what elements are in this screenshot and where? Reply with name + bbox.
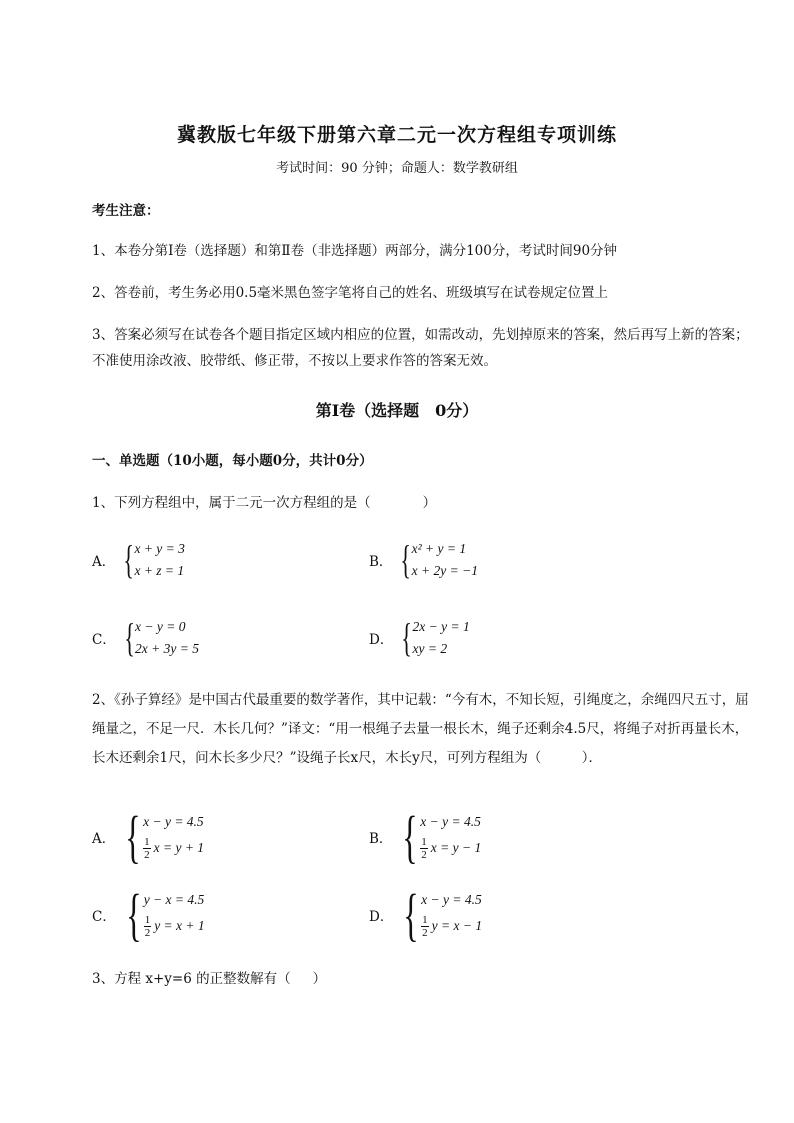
section-title: 第Ⅰ卷（选择题 0分） — [315, 401, 479, 420]
fraction: $\frac{1}{2}$ — [144, 835, 150, 861]
brace-icon: { — [401, 615, 413, 660]
q2-option-a-system — [119, 804, 205, 869]
q1-option-d-letter: D． — [369, 632, 394, 648]
brace-icon: { — [125, 804, 141, 869]
q2-a-eq1: x − y = 4.5 — [143, 814, 204, 829]
q1-b-eq2: x + 2y = −1 — [411, 563, 478, 578]
exam-title: 冀教版七年级下册第六章二元一次方程组专项训练 — [176, 124, 617, 146]
q1-c-eq1: x − y = 0 — [135, 619, 186, 634]
q2-a-eq2: x = y + 1 — [153, 840, 205, 855]
q1-d-eq2: xy = 2 — [412, 641, 448, 656]
q1-c-eq2: 2x + 3y = 5 — [135, 641, 200, 656]
brace-icon: { — [402, 804, 419, 869]
q1-a-eq2: x + z = 1 — [134, 563, 185, 578]
notice-item-2: 2、答卷前，考生务必用0.5毫米黑色签字笔将自己的姓名、班级填写在试卷规定位置上 — [92, 285, 609, 301]
q1-option-a-system — [119, 538, 185, 582]
q1-option-d-system — [397, 616, 469, 660]
q2-option-b[interactable] — [369, 804, 482, 869]
q2-option-b-letter: B． — [369, 831, 393, 847]
question-3-stem-text: 3、方程 x+y=6 的正整数解有（ — [92, 971, 291, 987]
q1-option-c[interactable] — [92, 616, 199, 660]
notice-heading: 考生注意： — [92, 203, 160, 219]
q2-option-c[interactable] — [92, 882, 205, 947]
fraction: $\frac{1}{2}$ — [144, 913, 151, 939]
brace-icon: { — [126, 882, 142, 947]
q1-option-b-letter: B． — [369, 554, 393, 570]
q2-d-eq2: y = x − 1 — [431, 918, 483, 933]
fraction: $\frac{1}{2}$ — [421, 835, 427, 861]
brace-icon: { — [123, 537, 135, 582]
q1-option-c-letter: C． — [92, 632, 116, 648]
q2-a-eq2-line — [143, 833, 204, 863]
notice-item-3: 3、答案必须写在试卷各个题目指定区域内相应的位置，如需改动，先划掉原来的答案，然后再写上新的答案；不准使用涂改液、胶带纸、修正带，不按以上要求作答的答案无效。 — [92, 327, 749, 369]
q2-option-d-letter: D． — [369, 909, 394, 925]
brace-icon: { — [400, 537, 412, 582]
q2-option-a[interactable] — [92, 804, 205, 869]
question-2-stem: 2、《孙子算经》是中国古代最重要的数学著作，其中记载：“今有木，不知长短，引绳度之，余绳四尺五寸，屈绳量之，不足一尺．木长几何？”译文：“用一根绳子去量一根长木，绳子还剩余4.5尺，将绳子对折再量长木，长木还剩余1尺，问木长多少尺？”设绳子长x尺，木长y尺，可列方程组为（ ）． — [92, 692, 749, 766]
q1-option-c-system — [120, 616, 199, 660]
q1-b-eq1: x² + y = 1 — [411, 541, 467, 556]
q1-option-b-system — [396, 538, 478, 582]
question-1-stem-close: ） — [422, 495, 437, 511]
q2-d-eq1: x − y = 4.5 — [421, 892, 482, 907]
fraction: $\frac{1}{2}$ — [422, 913, 428, 939]
q2-option-c-system — [120, 882, 205, 947]
q1-d-eq1: 2x − y = 1 — [412, 619, 470, 634]
part-heading: 一、单选题（10小题，每小题0分，共计0分） — [92, 453, 373, 469]
q2-d-eq2-line — [421, 911, 482, 941]
brace-icon: { — [403, 882, 419, 947]
q1-option-a-letter: A． — [92, 554, 116, 570]
q1-a-eq1: x + y = 3 — [134, 541, 185, 556]
exam-subtitle: 考试时间：90 分钟；命题人：数学教研组 — [276, 161, 518, 176]
q1-option-b[interactable] — [369, 538, 478, 582]
question-3-stem-close: ） — [312, 971, 327, 987]
q2-option-b-system — [396, 804, 482, 869]
q1-option-a[interactable] — [92, 538, 185, 582]
q2-option-d-system — [397, 882, 483, 947]
q2-b-eq1: x − y = 4.5 — [420, 814, 481, 829]
question-1-stem-text: 1、下列方程组中，属于二元一次方程组的是（ — [92, 495, 371, 511]
notice-item-1: 1、本卷分第Ⅰ卷（选择题）和第Ⅱ卷（非选择题）两部分，满分100分，考试时间90分钟 — [92, 243, 618, 259]
q2-b-eq2-line — [420, 833, 481, 863]
q2-option-d[interactable] — [369, 882, 483, 947]
q2-c-eq2-line — [144, 911, 205, 941]
brace-icon: { — [124, 615, 135, 660]
q2-b-eq2: x = y − 1 — [430, 840, 482, 855]
q2-option-c-letter: C． — [92, 909, 116, 925]
question-3-stem — [92, 966, 752, 992]
question-1-stem — [92, 490, 752, 516]
q2-option-a-letter: A． — [92, 831, 116, 847]
q1-option-d[interactable] — [369, 616, 470, 660]
q2-c-eq2: y = x + 1 — [154, 918, 205, 933]
q2-c-eq1: y − x = 4.5 — [143, 892, 205, 907]
